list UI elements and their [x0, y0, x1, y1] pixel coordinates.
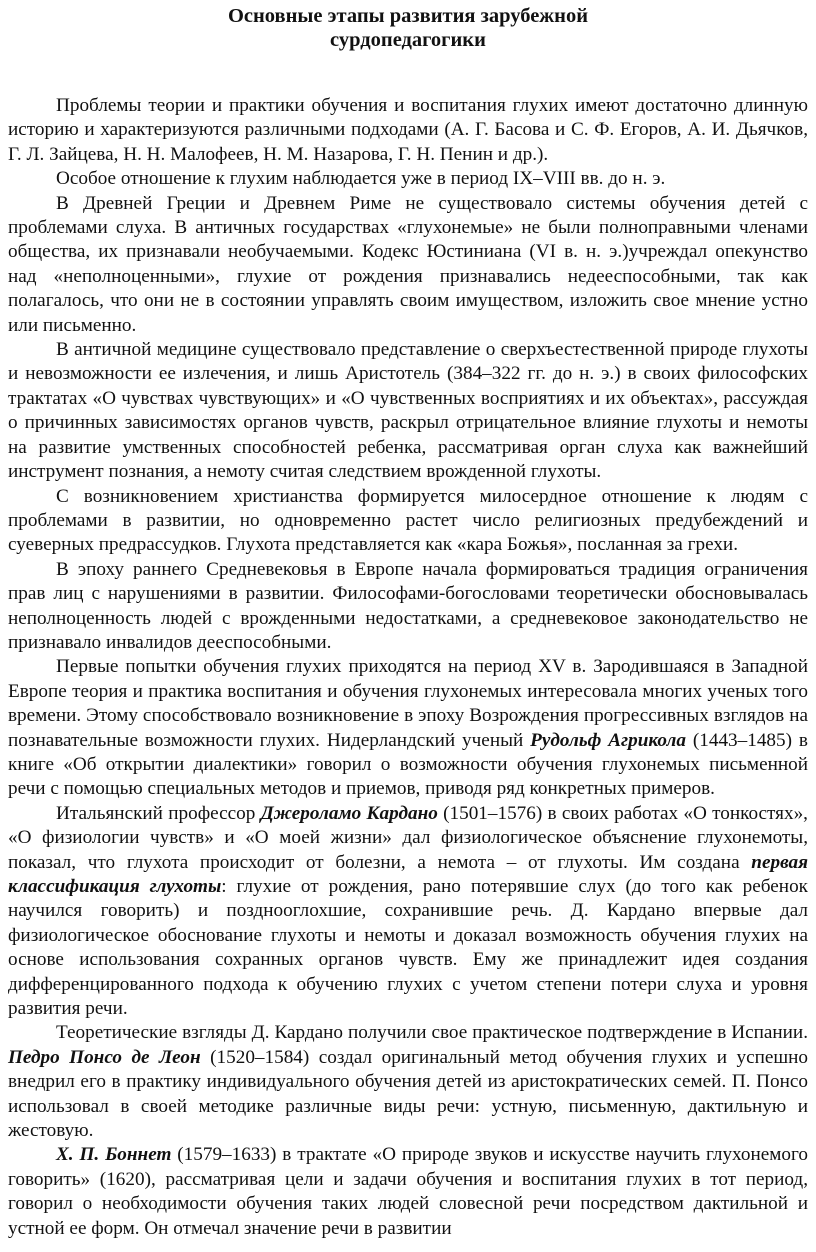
paragraph-text: (1579–1633) в трактате «О природе звуков и искусстве научить глухонемого говорить» (1620), рассматривая цели и задачи обучения и воспитания глухих в тот период, говорил о необходимости обучения таких людей словесной речи посредством дактильной и устной ее форм. Он отмечал значение речи в развитии — [8, 1144, 809, 1239]
paragraph-bonet — [8, 1143, 808, 1241]
paragraph-text: Первые попытки обучения глухих приходятся на период XV в. Зародившаяся в Западной Европе теория и практика воспитания и обучения глухонемых интересовала многих ученых того времени. Этому способствовало возникновение в эпоху Возрождения прогрессивных взглядов на познавательные возможности глухих. Нидерландский ученый — [8, 656, 808, 751]
paragraph-middle-ages: В эпоху раннего Средневековья в Европе начала формироваться традиция ограничения прав лиц с нарушениями в развитии. Философами-богословами теоретически обосновывалась неполноценность людей с врожденными недостатками, а средневековое законодательство не признавало инвалидов дееспособными. — [8, 558, 808, 653]
document-page — [8, 4, 808, 1241]
paragraph-text: (1520–1584) создал оригинальный метод обучения глухих и успешно внедрил его в практику индивидуального обучения детей из аристократических семей. П. Понсо использовал в своей методике различные виды речи: устную, письменную, дактильную и жестовую. — [8, 1046, 809, 1142]
title-line-1: Основные этапы развития зарубежной — [227, 5, 589, 27]
paragraph-aristotle: В античной медицине существовало представление о сверхъестественной природе глухоты и невозможности ее излечения, и лишь Аристотель (384–322 гг. до н. э.) в своих философских трактатах «О чувствах чувствующих» и «О чувственных восприятиях и их объектах», рассуждая о причинных зависимостях органов чувств, раскрыл отрицательное влияние глухоты и немоты на развитие умственных способностей ребенка, рассматривая орган слуха как важнейший инструмент познания, а немоту считая следствием врожденной глухоты. — [8, 339, 808, 483]
paragraph-ancient-period: Особое отношение к глухим наблюдается уже в период IX–VIII вв. до н. э. — [56, 168, 666, 190]
paragraph-christianity: С возникновением христианства формируется милосердное отношение к людям с проблемами в развитии, но одновременно растет число религиозных предубеждений и суеверных предрассудков. Глухота представляется как «кара Божья», посланная за грехи. — [8, 485, 808, 556]
paragraph-text: : глухие от рождения, рано потерявшие слух (до того как ребенок научился говорить) и позднооглохшие, сохранившие речь. Д. Кардано впервые дал физиологическое обоснование глухоты и немоты и доказал возможность обучения глухих на основе использования сохранных органов чувств. Ему же принадлежит идея создания дифференцированного подхода к обучению глухих с учетом степени потери слуха и уровня развития речи. — [8, 876, 808, 1020]
paragraph-intro: Проблемы теории и практики обучения и воспитания глухих имеют достаточно длинную историю и характеризуются различными подходами (А. Г. Басова и С. Ф. Егоров, А. И. Дьячков, Г. Л. Зайцева, Н. Н. Малофеев, Н. М. Назарова, Г. Н. Пенин и др.). — [8, 95, 808, 165]
paragraph-cardano — [8, 802, 808, 1022]
paragraph-text: Итальянский профессор — [56, 802, 261, 824]
document-body — [8, 94, 808, 1241]
paragraph-greece-rome: В Древней Греции и Древнем Риме не существовало системы обучения детей с проблемами слуха. В античных государствах «глухонемые» не были полноправными членами общества, их признавали необучаемыми. Кодекс Юстиниана (VI в. н. э.)учреждал опекунство над «неполноценными», глухие от рождения признавались недееспособными, так как полагалось, что они не в состоянии управлять своим имуществом, изложить свое мнение устно или письменно. — [8, 192, 808, 336]
paragraph-text: (1443–1485) в книге «Об открытии диалектики» говорил о возможности обучения глухонемых письменной речи с помощью специальных методов и приемов, приводя ряд конкретных примеров. — [8, 729, 808, 800]
person-name-ponce: Педро Понсо де Леон — [8, 1046, 201, 1068]
paragraph-agricola — [8, 655, 808, 801]
person-name-bonet: Х. П. Боннет — [56, 1144, 172, 1166]
document-title — [8, 4, 808, 52]
title-line-2: сурдопедагогики — [330, 29, 486, 51]
person-name-agricola: Рудольф Агрикола — [530, 729, 686, 751]
term-first-classification: первая классификация глухоты — [8, 851, 808, 897]
person-name-cardano: Джероламо Кардано — [260, 802, 438, 824]
paragraph-ponce — [8, 1021, 808, 1143]
paragraph-text: Теоретические взгляды Д. Кардано получили свое практическое подтверждение в Испании. — [56, 1022, 808, 1044]
paragraph-text: (1501–1576) в своих работах «О тонкостях», «О физиологии чувств» и «О моей жизни» дал физиологическое объяснение глухонемоты, показал, что глухота происходит от болезни, а немота – от глухоты. Им создана — [8, 802, 808, 873]
